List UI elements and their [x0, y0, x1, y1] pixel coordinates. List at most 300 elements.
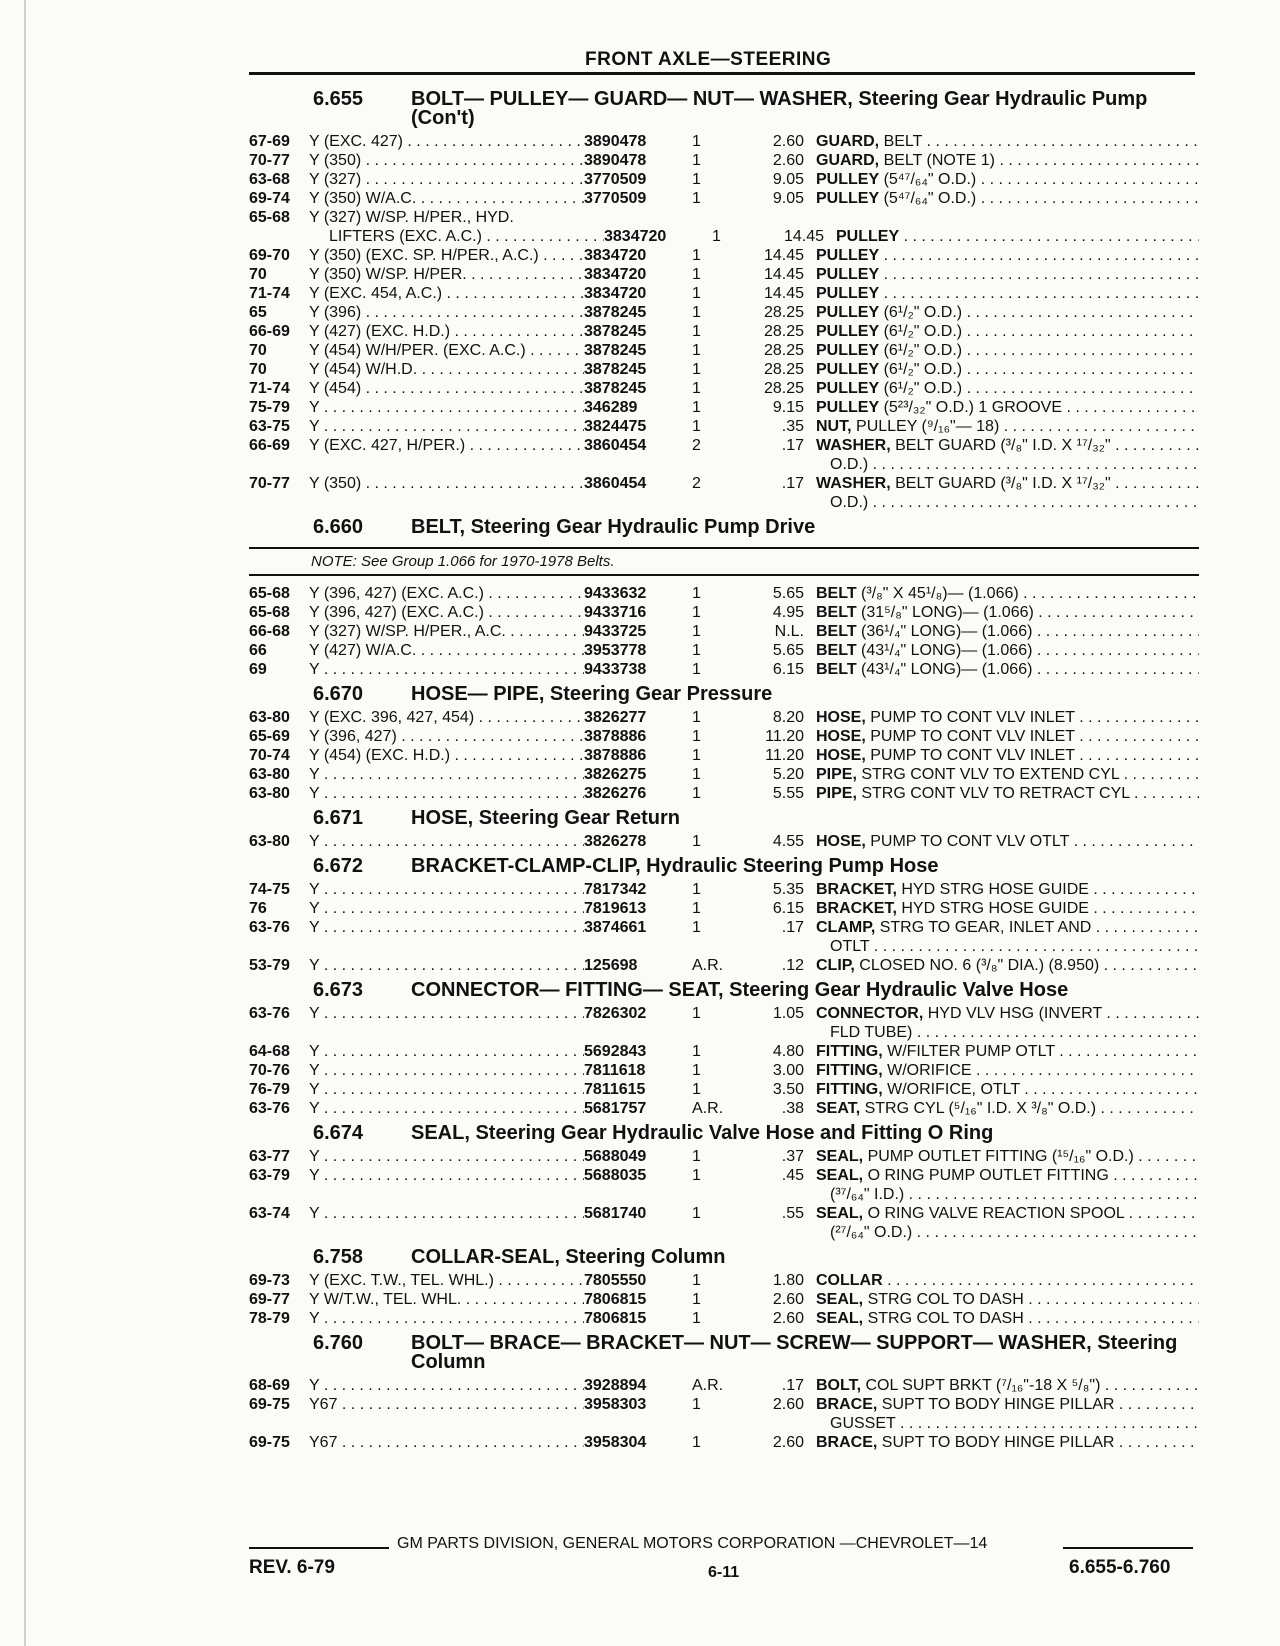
model-application: Y (EXC. 427, H/PER.) . . .: [309, 436, 584, 455]
model-years: [249, 1223, 309, 1242]
quantity: 1: [692, 399, 701, 416]
part-name: PULLEY: [836, 228, 900, 245]
quantity: 1: [692, 342, 701, 359]
model-application: Y (396, 427) . . .: [309, 727, 584, 746]
model-application: Y67 . . .: [309, 1395, 584, 1414]
part-number: 7805550: [584, 1272, 647, 1289]
price: 2.60: [772, 1310, 804, 1327]
part-detail: (5⁴⁷/₆₄" O.D.): [883, 190, 977, 207]
part-number: 7811615: [584, 1081, 646, 1098]
part-detail: W/FILTER PUMP OTLT: [887, 1043, 1055, 1060]
part-detail: O RING VALVE REACTION SPOOL: [867, 1205, 1125, 1222]
price: 14.45: [763, 285, 804, 302]
model-application: Y . . .: [309, 1204, 584, 1223]
part-name: HOSE,: [816, 747, 866, 764]
part-detail: O.D.): [830, 456, 869, 473]
model-years: 70-77: [249, 152, 290, 169]
model-application: Y . . .: [309, 1099, 584, 1118]
price: 2.60: [772, 1434, 804, 1451]
part-description: [816, 937, 1199, 956]
part-detail: PULLEY (⁹/₁₆"— 18): [856, 418, 1000, 435]
quantity: 1: [692, 1310, 701, 1327]
model-years: 70: [249, 342, 267, 359]
part-description: [816, 1204, 1199, 1223]
parts-row: [249, 417, 1199, 436]
parts-row: [249, 493, 1199, 512]
part-description: [816, 1099, 1199, 1118]
model-years: 63-74: [249, 1205, 290, 1222]
parts-row: [249, 746, 1199, 765]
part-name: GUARD,: [816, 152, 880, 169]
part-number: 3826275: [584, 766, 647, 783]
parts-row: [249, 474, 1199, 493]
parts-row: [249, 1004, 1199, 1023]
section-number: 6.673: [313, 979, 364, 1001]
model-years: 74-75: [249, 881, 290, 898]
part-detail: STRG COL TO DASH: [867, 1291, 1024, 1308]
part-name: WASHER,: [816, 437, 891, 454]
price: [742, 1185, 816, 1204]
part-number: 3878886: [584, 728, 647, 745]
part-description: [816, 1223, 1199, 1242]
parts-row: [249, 641, 1199, 660]
model-years: 63-77: [249, 1148, 290, 1165]
quantity: 1: [692, 833, 701, 850]
model-years: 71-74: [249, 380, 290, 397]
parts-row: [249, 379, 1199, 398]
model-years: 65-68: [249, 604, 290, 621]
part-description: [816, 1376, 1199, 1395]
part-detail: COL SUPT BRKT (⁷/₁₆"-18 X ⁵/₈"): [865, 1377, 1101, 1394]
model-application: Y . . .: [309, 956, 584, 975]
quantity: 1: [712, 228, 721, 245]
model-application: Y . . .: [309, 899, 584, 918]
part-detail: (³/₈" X 45¹/₈)— (1.066): [861, 585, 1019, 602]
model-years: [249, 1185, 309, 1204]
part-name: BELT: [816, 623, 857, 640]
model-application: Y . . .: [309, 398, 584, 417]
price: 28.25: [763, 342, 804, 359]
part-name: FITTING,: [816, 1081, 883, 1098]
quantity: [692, 937, 742, 956]
part-number: 3826278: [584, 833, 647, 850]
part-name: PIPE,: [816, 766, 857, 783]
price: 2.60: [772, 152, 804, 169]
part-detail: BELT GUARD (³/₈" I.D. X ¹⁷/₃₂": [895, 437, 1111, 454]
price: .38: [781, 1100, 804, 1117]
model-years: 63-76: [249, 1005, 290, 1022]
part-description: [816, 493, 1199, 512]
model-years: 69-75: [249, 1396, 290, 1413]
part-detail: O.D.): [830, 494, 869, 511]
parts-row: [249, 170, 1199, 189]
model-years: 71-74: [249, 285, 290, 302]
model-application: Y . . .: [309, 1309, 584, 1328]
price: .35: [781, 418, 804, 435]
part-name: GUARD,: [816, 133, 880, 150]
quantity: [692, 208, 742, 227]
model-application: Y . . .: [309, 918, 584, 937]
part-detail: GUSSET: [830, 1415, 896, 1432]
model-years: 70: [249, 361, 267, 378]
model-years: 65-69: [249, 728, 290, 745]
part-number: [584, 1223, 692, 1242]
part-number: 9433725: [584, 623, 647, 640]
parts-row: [249, 1185, 1199, 1204]
model-years: 63-76: [249, 919, 290, 936]
model-years: 69-74: [249, 190, 290, 207]
part-number: 125698: [584, 957, 638, 974]
model-application: Y . . .: [309, 417, 584, 436]
section-title: BOLT— PULLEY— GUARD— NUT— WASHER, Steering Gear Hydraulic Pump (Con't): [411, 88, 1148, 129]
part-description: [816, 1414, 1199, 1433]
part-detail: (43¹/₄" LONG)— (1.066): [861, 661, 1033, 678]
section-title: COLLAR-SEAL, Steering Column: [411, 1246, 726, 1268]
model-years: 69-73: [249, 1272, 290, 1289]
part-description: [816, 956, 1199, 975]
part-number: 3953778: [584, 642, 647, 659]
part-detail: SUPT TO BODY HINGE PILLAR: [881, 1396, 1115, 1413]
parts-row: [249, 937, 1199, 956]
quantity: 1: [692, 190, 701, 207]
part-description: [816, 189, 1199, 208]
quantity: 1: [692, 623, 701, 640]
part-detail: W/ORIFICE, OTLT: [887, 1081, 1020, 1098]
part-number: 7806815: [584, 1291, 647, 1308]
model-years: 63-80: [249, 766, 290, 783]
part-description: [816, 303, 1199, 322]
part-name: SEAL,: [816, 1205, 864, 1222]
price: .55: [781, 1205, 804, 1222]
quantity: A.R.: [692, 1377, 724, 1394]
quantity: [692, 1223, 742, 1242]
quantity: 1: [692, 1396, 701, 1413]
part-number: [584, 1023, 692, 1042]
section-range: 6.655-6.760: [1069, 1557, 1171, 1578]
part-detail: PUMP TO CONT VLV INLET: [870, 728, 1075, 745]
part-number: 3878245: [584, 361, 647, 378]
model-years: [249, 937, 309, 956]
section-heading: [249, 1248, 1199, 1267]
part-detail: BELT GUARD (³/₈" I.D. X ¹⁷/₃₂": [895, 475, 1111, 492]
part-number: 3826276: [584, 785, 647, 802]
part-name: HOSE,: [816, 709, 866, 726]
model-years: 65-68: [249, 209, 290, 226]
part-description: [816, 1147, 1199, 1166]
model-application: [309, 1414, 584, 1433]
part-name: BRACE,: [816, 1434, 878, 1451]
section-title: BRACKET-CLAMP-CLIP, Hydraulic Steering Pump Hose: [411, 855, 939, 877]
part-detail: PUMP TO CONT VLV OTLT: [870, 833, 1070, 850]
part-description: [816, 784, 1199, 803]
quantity: 1: [692, 747, 701, 764]
price: 1.05: [772, 1005, 804, 1022]
quantity: 1: [692, 1062, 701, 1079]
part-name: BRACKET,: [816, 900, 897, 917]
price: 14.45: [763, 247, 804, 264]
price: [742, 937, 816, 956]
price: 28.25: [763, 380, 804, 397]
model-years: [249, 1023, 309, 1042]
model-years: 67-69: [249, 133, 290, 150]
price: 8.20: [772, 709, 804, 726]
price: 28.25: [763, 323, 804, 340]
parts-row: [249, 246, 1199, 265]
model-years: 66-69: [249, 437, 290, 454]
part-name: SEAL,: [816, 1167, 864, 1184]
part-description: [816, 727, 1199, 746]
parts-row: [249, 1376, 1199, 1395]
part-name: BELT: [816, 604, 857, 621]
model-application: Y (350) W/SP. H/PER. . . .: [309, 265, 584, 284]
price: .17: [781, 1377, 804, 1394]
parts-row: [249, 1433, 1199, 1452]
price: 5.35: [772, 881, 804, 898]
model-application: [309, 455, 584, 474]
part-detail: (6¹/₂" O.D.): [883, 361, 963, 378]
model-years: [249, 1414, 309, 1433]
quantity: 1: [692, 1434, 701, 1451]
model-application: Y (454) W/H.D. . . .: [309, 360, 584, 379]
part-name: BELT: [816, 585, 857, 602]
part-number: 3878886: [584, 747, 647, 764]
quantity: 2: [692, 437, 701, 454]
quantity: 1: [692, 171, 701, 188]
quantity: 1: [692, 604, 701, 621]
part-description: [816, 584, 1199, 603]
part-detail: (6¹/₂" O.D.): [883, 323, 963, 340]
parts-row: [249, 1414, 1199, 1433]
quantity: 1: [692, 1005, 701, 1022]
parts-row: [249, 1204, 1199, 1223]
quantity: 1: [692, 1081, 701, 1098]
part-number: 5681740: [584, 1205, 647, 1222]
part-description: [816, 208, 1199, 227]
parts-row: [249, 1061, 1199, 1080]
quantity: 1: [692, 1272, 701, 1289]
quantity: 2: [692, 475, 701, 492]
price: 9.15: [772, 399, 804, 416]
part-name: PIPE,: [816, 785, 857, 802]
quantity: 1: [692, 585, 701, 602]
price: 5.55: [772, 785, 804, 802]
model-years: 63-80: [249, 785, 290, 802]
quantity: 1: [692, 919, 701, 936]
part-number: 3834720: [584, 285, 647, 302]
part-name: PULLEY: [816, 342, 880, 359]
model-years: 63-80: [249, 709, 290, 726]
parts-row: [249, 784, 1199, 803]
part-number: [584, 493, 692, 512]
part-number: 3878245: [584, 380, 647, 397]
quantity: 1: [692, 285, 701, 302]
part-detail: STRG CYL (⁵/₁₆" I.D. X ³/₈" O.D.): [864, 1100, 1097, 1117]
parts-row: [249, 1147, 1199, 1166]
part-number: 9433738: [584, 661, 647, 678]
section-number: 6.674: [313, 1122, 364, 1144]
part-description: [816, 151, 1199, 170]
parts-row: [249, 708, 1199, 727]
part-number: 346289: [584, 399, 638, 416]
parts-listing: [249, 84, 1199, 1452]
model-application: Y (454) (EXC. H.D.) . . .: [309, 746, 584, 765]
model-application: Y . . .: [309, 1042, 584, 1061]
model-years: 65: [249, 304, 267, 321]
part-name: PULLEY: [816, 247, 880, 264]
part-name: BOLT,: [816, 1377, 862, 1394]
section-heading: [249, 1124, 1199, 1143]
part-name: BRACKET,: [816, 881, 897, 898]
section-number: 6.758: [313, 1246, 364, 1268]
part-name: PULLEY: [816, 171, 880, 188]
part-name: PULLEY: [816, 323, 880, 340]
quantity: 1: [692, 380, 701, 397]
price: 1.80: [772, 1272, 804, 1289]
price: N.L.: [774, 623, 804, 640]
model-years: 66-68: [249, 623, 290, 640]
part-name: BELT: [816, 661, 857, 678]
price: [742, 1223, 816, 1242]
model-application: Y (350) W/A.C. . . .: [309, 189, 584, 208]
parts-row: [249, 284, 1199, 303]
section-number: 6.670: [313, 683, 364, 705]
section-heading: [249, 857, 1199, 876]
part-number: 3958303: [584, 1396, 647, 1413]
part-description: [816, 918, 1199, 937]
price: .12: [781, 957, 804, 974]
part-name: COLLAR: [816, 1272, 883, 1289]
model-application: Y (350) (EXC. SP. H/PER., A.C.) . . .: [309, 246, 584, 265]
part-number: 3878245: [584, 304, 647, 321]
part-detail: (6¹/₂" O.D.): [883, 342, 963, 359]
model-application: Y (454) . . .: [309, 379, 584, 398]
part-name: PULLEY: [816, 190, 880, 207]
quantity: 1: [692, 881, 701, 898]
parts-row: [249, 832, 1199, 851]
part-detail: (6¹/₂" O.D.): [883, 304, 963, 321]
price: .17: [781, 919, 804, 936]
price: 5.65: [772, 642, 804, 659]
quantity: 1: [692, 418, 701, 435]
model-application: Y . . .: [309, 1061, 584, 1080]
part-detail: SUPT TO BODY HINGE PILLAR: [881, 1434, 1115, 1451]
section-heading: [249, 685, 1199, 704]
part-name: BELT: [816, 642, 857, 659]
part-name: SEAT,: [816, 1100, 861, 1117]
parts-row: [249, 765, 1199, 784]
parts-row: [249, 1099, 1199, 1118]
model-years: 78-79: [249, 1310, 290, 1327]
model-application: Y . . .: [309, 1376, 584, 1395]
part-description: [816, 1042, 1199, 1061]
part-description: [816, 746, 1199, 765]
parts-row: [249, 265, 1199, 284]
part-number: 3928894: [584, 1377, 647, 1394]
price: 2.60: [772, 133, 804, 150]
model-years: 76: [249, 900, 267, 917]
part-number: 3826277: [584, 709, 647, 726]
quantity: 1: [692, 1167, 701, 1184]
price: [742, 1023, 816, 1042]
quantity: 1: [692, 266, 701, 283]
model-years: 69-70: [249, 247, 290, 264]
part-name: SEAL,: [816, 1148, 864, 1165]
part-description: [816, 417, 1199, 436]
quantity: 1: [692, 642, 701, 659]
price: .37: [781, 1148, 804, 1165]
part-description: [816, 322, 1199, 341]
part-detail: OTLT: [830, 938, 870, 955]
model-application: Y (EXC. 454, A.C.) . . .: [309, 284, 584, 303]
part-description: [816, 765, 1199, 784]
part-detail: (6¹/₂" O.D.): [883, 380, 963, 397]
part-number: 7826302: [584, 1005, 647, 1022]
part-name: SEAL,: [816, 1291, 864, 1308]
price: 5.65: [772, 585, 804, 602]
parts-row: [249, 1395, 1199, 1414]
parts-row: [249, 455, 1199, 474]
price: .17: [781, 437, 804, 454]
model-application: Y . . .: [309, 1080, 584, 1099]
part-detail: STRG CONT VLV TO RETRACT CYL: [861, 785, 1130, 802]
section-title: HOSE, Steering Gear Return: [411, 807, 680, 829]
parts-row: [249, 1023, 1199, 1042]
parts-row: [249, 918, 1199, 937]
part-number: 3824475: [584, 418, 647, 435]
part-description: [816, 603, 1199, 622]
model-application: Y (350) . . .: [309, 474, 584, 493]
parts-row: [249, 880, 1199, 899]
part-name: NUT,: [816, 418, 852, 435]
parts-row: [249, 132, 1199, 151]
price: [742, 455, 816, 474]
quantity: 1: [692, 661, 701, 678]
model-application: [309, 937, 584, 956]
part-description: [816, 622, 1199, 641]
section-title: CONNECTOR— FITTING— SEAT, Steering Gear Hydraulic Valve Hose: [411, 979, 1069, 1001]
part-detail: (5⁴⁷/₆₄" O.D.): [883, 171, 977, 188]
model-years: 69-77: [249, 1291, 290, 1308]
part-description: [816, 660, 1199, 679]
footer-publisher: GM PARTS DIVISION, GENERAL MOTORS CORPORATION —CHEVROLET—14: [397, 1535, 988, 1552]
part-detail: (43¹/₄" LONG)— (1.066): [861, 642, 1033, 659]
part-number: 3874661: [584, 919, 647, 936]
model-application: Y (EXC. T.W., TEL. WHL.) . . .: [309, 1271, 584, 1290]
parts-row: [249, 189, 1199, 208]
part-detail: CLOSED NO. 6 (³/₈" DIA.) (8.950): [859, 957, 1100, 974]
parts-row: [249, 1166, 1199, 1185]
parts-row: [249, 1042, 1199, 1061]
quantity: 1: [692, 785, 701, 802]
part-description: [816, 641, 1199, 660]
price: 2.60: [772, 1291, 804, 1308]
part-description: [816, 1309, 1199, 1328]
part-detail: HYD STRG HOSE GUIDE: [901, 900, 1089, 917]
part-description: [816, 246, 1199, 265]
model-years: 53-79: [249, 957, 290, 974]
part-number: [584, 1414, 692, 1433]
model-application: Y (327) W/SP. H/PER., HYD.: [309, 209, 514, 226]
part-name: FITTING,: [816, 1043, 883, 1060]
quantity: 1: [692, 709, 701, 726]
model-application: Y (327) . . .: [309, 170, 584, 189]
quantity: 1: [692, 1291, 701, 1308]
quantity: 1: [692, 1043, 701, 1060]
part-number: 9433716: [584, 604, 647, 621]
quantity: 1: [692, 323, 701, 340]
part-name: BRACE,: [816, 1396, 878, 1413]
header-rule: [249, 72, 1195, 75]
